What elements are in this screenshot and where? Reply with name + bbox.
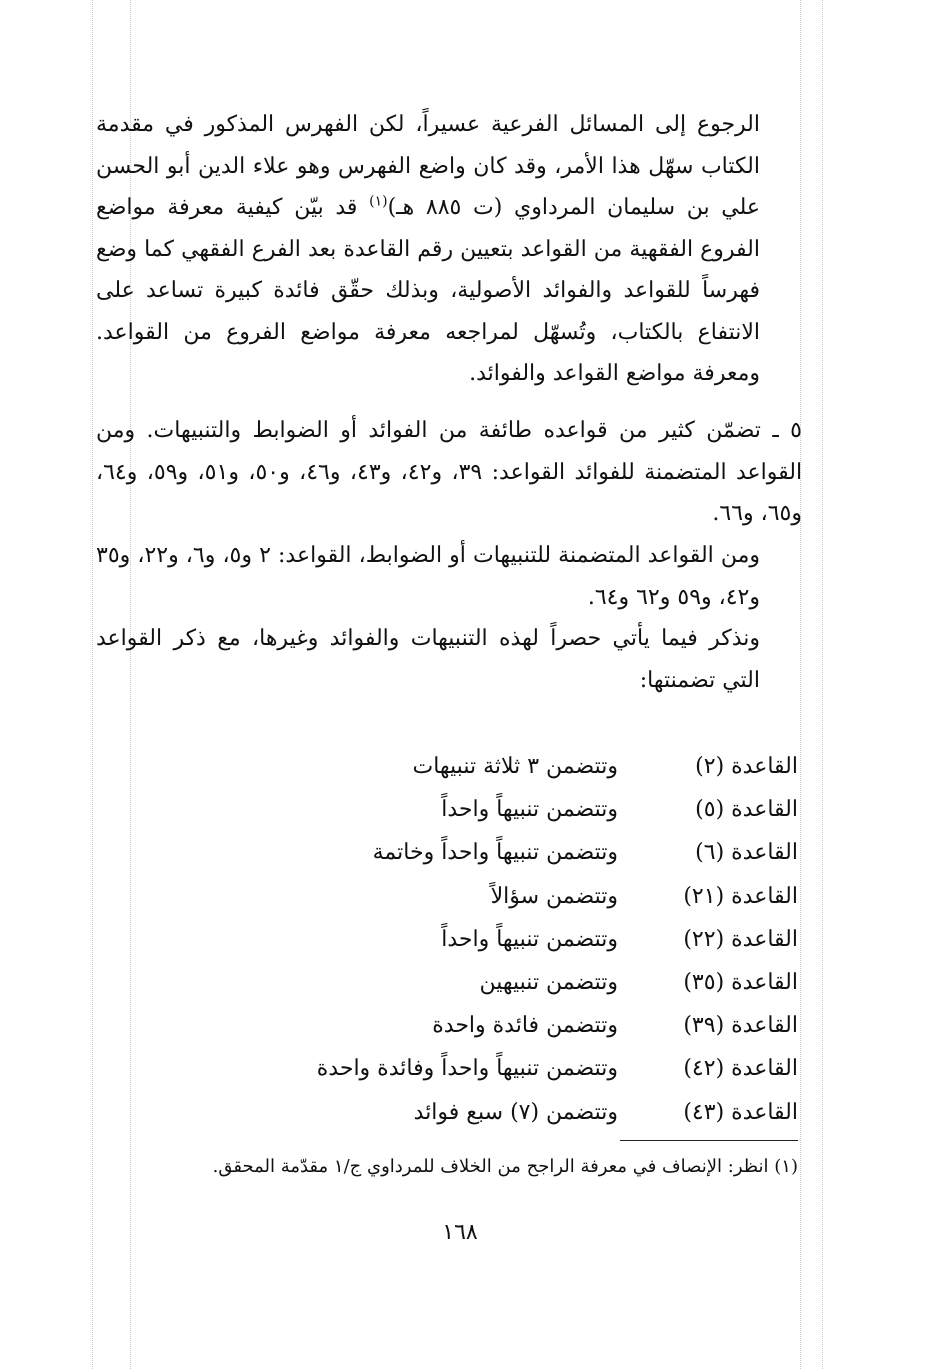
rule-description: وتتضمن تنبيهاً واحداً وفائدة واحدة (316, 1056, 618, 1082)
rule-row (96, 788, 798, 831)
rule-description: وتتضمن تنبيهاً واحداً (441, 797, 618, 823)
intro-paragraph (96, 104, 760, 395)
rule-row (96, 961, 798, 1004)
rule-row (96, 1091, 798, 1134)
rule-label: القاعدة (٢٢) (683, 926, 798, 952)
rule-row (96, 1004, 798, 1047)
rule-label: القاعدة (٢) (695, 754, 798, 780)
rule-row (96, 745, 798, 788)
rule-label: القاعدة (٥) (695, 797, 798, 823)
rule-row (96, 1047, 798, 1090)
rule-row (96, 875, 798, 918)
rule-description: وتتضمن تنبيهاً واحداً (441, 926, 618, 952)
rule-label: القاعدة (٣٥) (683, 970, 798, 996)
scan-guide-line (92, 0, 93, 1369)
rule-row (96, 918, 798, 961)
summary-intro-paragraph: ونذكر فيما يأتي حصراً لهذه التنبيهات والفوائد وغيرها، مع ذكر القواعد التي تضمنتها: (96, 626, 760, 693)
footnote: (١) انظر: الإنصاف في معرفة الراجح من الخلاف للمرداوي ج/١ مقدّمة المحقق. (212, 1156, 798, 1177)
list-item-5 (96, 410, 802, 535)
intro-text-before-note: الرجوع إلى المسائل الفرعية عسيراً، لكن الفهرس المذكور في مقدمة الكتاب سهّل هذا الأمر، وقد كان واضع الفهرس وهو علاء الدين أبو الحسن علي بن سليمان المرداوي (ت ٨٨٥ هـ) (96, 112, 760, 220)
rule-description: وتتضمن سؤالاً (490, 883, 618, 909)
rule-label: القاعدة (٤٢) (683, 1056, 798, 1082)
rule-description: وتتضمن فائدة واحدة (432, 1013, 618, 1039)
intro-text-after-note: قد بيّن كيفية معرفة مواضع الفروع الفقهية من القواعد بتعيين رقم القاعدة بعد الفرع الفقهي كما وضع فهرساً للقواعد والفوائد الأصولية، وبذلك حقّق فائدة كبيرة تساعد على الانتفاع بالكتاب، وتُسهّل لمراجعه معرفة مواضع الفروع من القواعد. ومعرفة مواضع القواعد والفوائد. (96, 195, 760, 386)
rule-label: القاعدة (٢١) (683, 883, 798, 909)
rules-list (96, 745, 798, 1134)
rule-label: القاعدة (٦) (695, 840, 798, 866)
rule-row (96, 831, 798, 874)
rule-description: وتتضمن تنبيهين (479, 970, 618, 996)
list-item-text: تضمّن كثير من قواعده طائفة من الفوائد أو الضوابط والتنبيهات. ومن القواعد المتضمنة للفوائد القواعد: ٣٩، و٤٢، و٤٣، و٤٦، و٥٠، و٥١، و٥٩، و٦٤، و٦٥، و٦٦. (96, 418, 803, 526)
rule-description: وتتضمن ٣ ثلاثة تنبيهات (412, 754, 618, 780)
rule-label: القاعدة (٣٩) (683, 1013, 798, 1039)
scan-guide-line (822, 0, 823, 1369)
rule-description: وتتضمن (٧) سبع فوائد (413, 1099, 618, 1125)
footnote-separator (620, 1140, 798, 1141)
list-item-number: ٥ ـ (772, 418, 802, 443)
rule-label: القاعدة (٤٣) (683, 1099, 798, 1125)
footnote-reference[interactable]: (١) (369, 193, 388, 210)
page-number: ١٦٨ (442, 1220, 478, 1245)
cautions-paragraph: ومن القواعد المتضمنة للتنبيهات أو الضوابط، القواعد: ٢ و٥، و٦، و٢٢، و٣٥ و٤٢، و٥٩ و٦٢ و٦٤. (96, 543, 760, 610)
scan-guide-line (800, 0, 801, 1369)
rule-description: وتتضمن تنبيهاً واحداً وخاتمة (372, 840, 618, 866)
